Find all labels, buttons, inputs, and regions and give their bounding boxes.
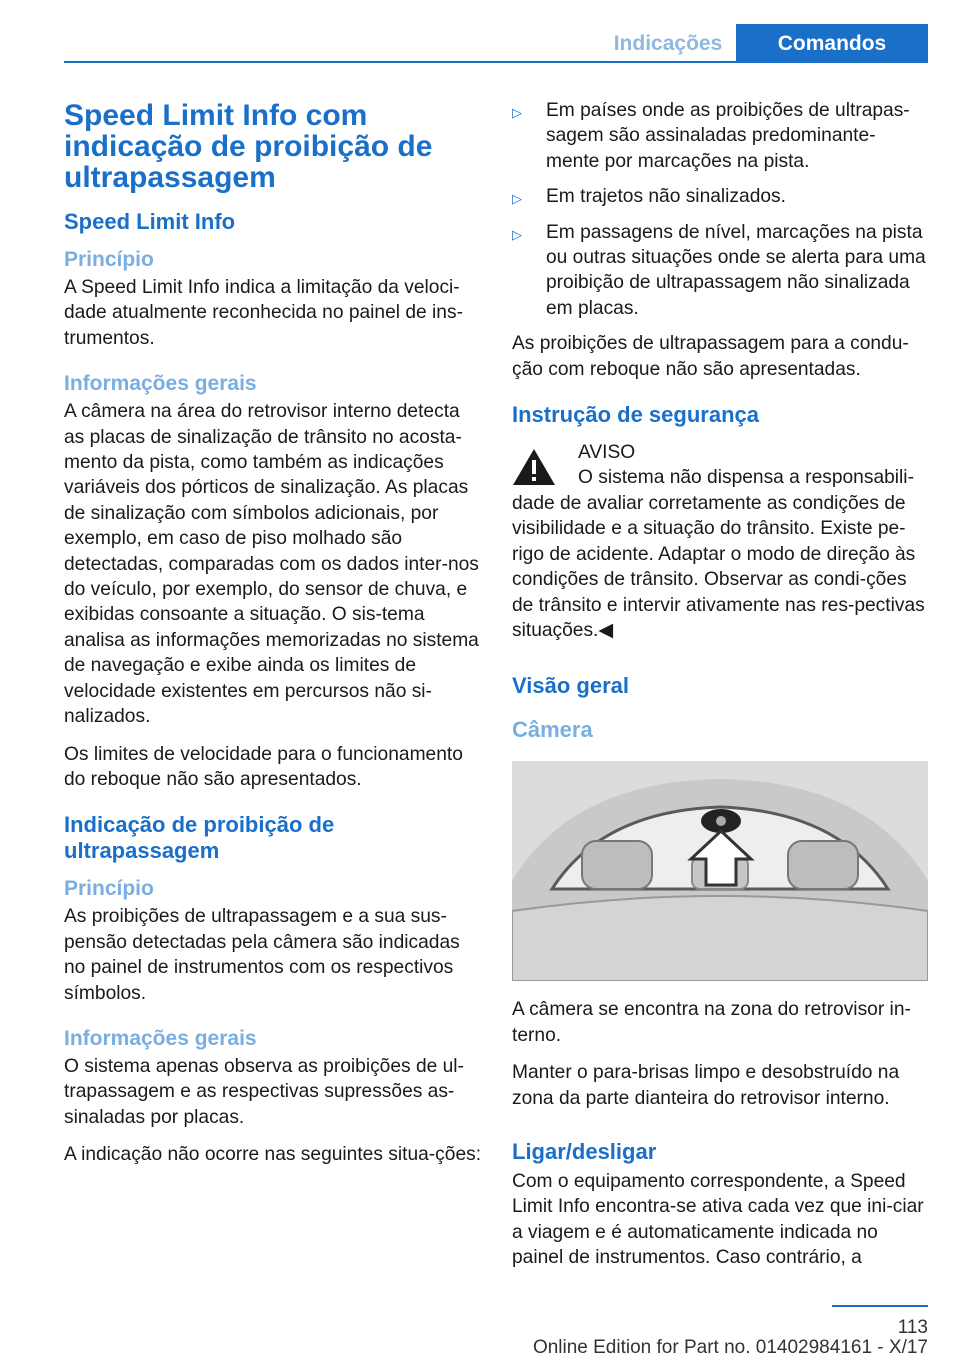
list-item-text: Em países onde as proibições de ultrapas-sagem são assinaladas predominante-mente por marcações na pista. [546,100,910,172]
section-heading-seguranca: Instrução de segurança [512,402,759,428]
footer-rule [832,1305,928,1307]
list-item-text: Em trajetos não sinalizados. [546,186,786,208]
warning-label: AVISO [578,442,636,464]
tab-comandos[interactable]: Comandos [736,24,928,63]
paragraph-principio-2: As proibições de ultrapassagem e a sua sus-pensão detectadas pela câmera são indicadas no painel de instrumentos com os respectivos símbolos. [64,906,460,1004]
paragraph-info-camera: A câmera na área do retrovisor interno detecta as placas de sinalização de trânsito no acosta-mento da pista, como também as indicações variáveis dos pórticos de sinalização. As placas de sinalização com símbolos adicionais, por exemplo, em caso de piso molhado são detectadas, comparadas com os dados inter-nos do veículo, por exemplo, do sensor de chuva, e exibidas consoante a situação. O sis-tema analisa as informações memorizadas no sistema de navegação e exibe ainda os limites de velocidade existentes em percursos não si-nalizados. [64,401,479,728]
list-item [512,184,928,209]
subheading-informacoes-gerais-2: Informações gerais [64,1026,257,1050]
paragraph-info-situacoes: A indicação não ocorre nas seguintes situa-ções: [64,1144,482,1166]
paragraph-info-reboque: Os limites de velocidade para o funcionamento do reboque não são apresentados. [64,743,463,790]
subheading-principio-2: Princípio [64,877,154,901]
right-column [512,98,928,1283]
section-heading-visao-geral: Visão geral [512,673,629,699]
paragraph-info-placas: O sistema apenas observa as proibições de ul-trapassagem e as respectivas supressões as-sinaladas por placas. [64,1055,464,1128]
subheading-informacoes-gerais: Informações gerais [64,372,257,396]
camera-photo [512,761,928,981]
edition-footer: Online Edition for Part no. 01402984161 - X/17 [532,1337,928,1358]
triangle-bullet-icon: ▷ [512,226,522,242]
caption-para-brisas: Manter o para-brisas limpo e desobstruído na zona da parte dianteira do retrovisor interno. [512,1062,900,1109]
list-item-text: Em passagens de nível, marcações na pista ou outras situações onde se alerta para uma proibição de ultrapassagem não sinalizada em placas. [546,221,926,319]
page-number: 113 [897,1317,928,1338]
section-heading-proibicao: Indicação de proibição de ultrapassagem [64,812,335,864]
page-title: Speed Limit Info com indicação de proibição de ultrapassagem [64,99,433,194]
paragraph-reboque: As proibições de ultrapassagem para a condu-ção com reboque não são apresentadas. [512,333,909,380]
section-heading-speed-limit-info: Speed Limit Info [64,209,236,234]
warning-text [512,465,928,643]
triangle-bullet-icon: ▷ [512,105,522,120]
warning-text-first: O sistema não dispensa a responsabili- [578,467,914,489]
section-heading-ligar-desligar: Ligar/desligar [512,1138,657,1164]
windshield-camera-illustration [512,761,928,981]
tab-indicacoes[interactable]: Indicações [613,32,723,55]
paragraph-principio: A Speed Limit Info indica a limitação da veloci-dade atualmente reconhecida no painel de ins-trumentos. [64,277,463,349]
caption-camera-location: A câmera se encontra na zona do retrovisor in-terno. [512,999,911,1046]
subheading-camera: Câmera [512,717,593,743]
list-item [512,220,928,322]
paragraph-ligar-desligar: Com o equipamento correspondente, a Speed Limit Info encontra-se ativa cada vez que ini-ciar a viagem e é automaticamente indicada no painel de instrumentos. Caso contrário, a [512,1170,924,1269]
subheading-principio: Princípio [64,248,154,271]
triangle-bullet-icon: ▷ [512,191,522,207]
left-column [64,100,484,1180]
warning-triangle-icon [512,448,556,486]
warning-block [512,440,928,643]
list-item [512,98,928,174]
warning-text-rest: dade de avaliar corretamente as condições de visibilidade e a situação do trânsito. Existe pe-rigo de acidente. Adaptar o modo de direção às condições de trânsito. Observar as condi-ções de trânsito e intervir ativamente nas res-pectivas situações.◀ [512,492,925,641]
